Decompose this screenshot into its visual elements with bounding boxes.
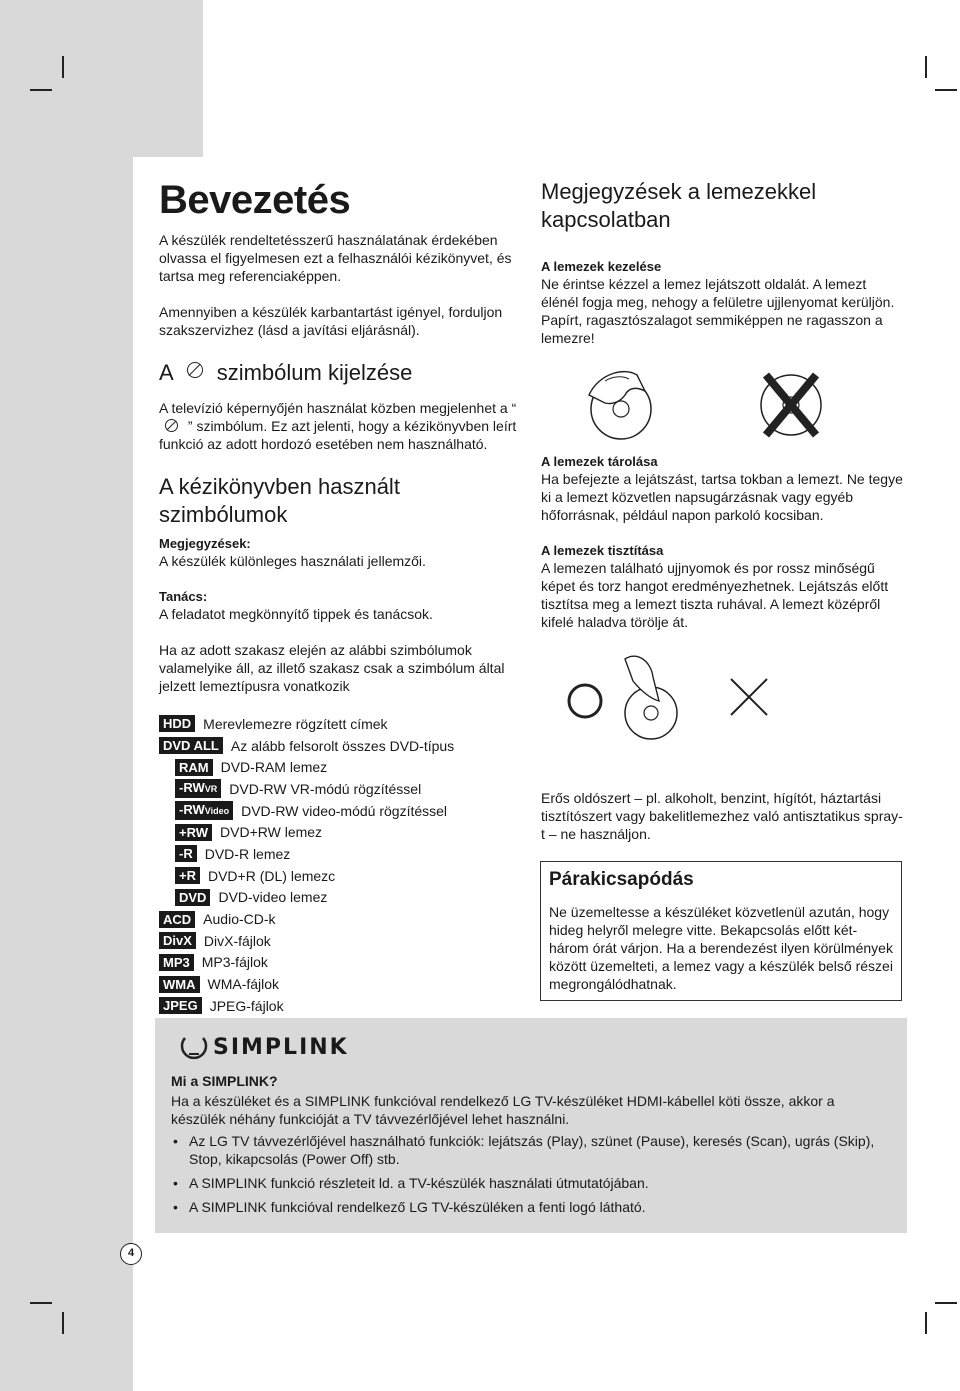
storage-label: A lemezek tárolása: [541, 454, 658, 469]
simplink-bullets: [171, 1132, 891, 1216]
disc-type-badge: MP3: [159, 954, 194, 971]
cleaning-text: A lemezen található ujjnyomok és por rossz minőségű képet és torz hangot eredményezhetnek. Lejátszás előtt tisztítsa meg a lemezt tiszta ruhával. A lemezt középről kifelé haladva törölje át.: [541, 560, 889, 630]
simplink-logo: [179, 1032, 349, 1062]
disc-type-description: DVD-R lemez: [204, 845, 291, 862]
correct-grip-icon: [589, 372, 651, 439]
disc-type-badge: JPEG: [159, 997, 202, 1014]
disc-type-description: DivX-fájlok: [203, 932, 271, 949]
symbols-heading: A kézikönyvben használt szimbólumok: [159, 474, 400, 527]
disc-type-description: DVD+R (DL) lemezc: [207, 867, 336, 884]
crop-mark: [30, 89, 52, 91]
disc-type-badge: DVD: [175, 889, 210, 906]
disc-cleaning-illustration: [541, 651, 801, 771]
service-paragraph: Amennyiben a készülék karbantartást igényel, forduljon szakszervizhez (lásd a javítási eljárásnál).: [159, 304, 503, 338]
condensation-title: Párakicsapódás: [549, 869, 694, 890]
disc-type-badge: +RW: [175, 824, 212, 841]
disc-symbol-row: [159, 973, 529, 995]
simplink-panel: [155, 1018, 907, 1233]
disc-symbol-row: [159, 995, 529, 1017]
simplink-question: Mi a SIMPLINK?: [171, 1073, 278, 1089]
disc-type-badge: WMA: [159, 976, 200, 993]
disc-symbol-row: [159, 778, 529, 800]
list-item: • A SIMPLINK funkció részleteit ld. a TV-készülék használati útmutatójában.: [189, 1174, 891, 1192]
disc-symbol-row: [159, 735, 529, 757]
disc-notes-heading: Megjegyzések a lemezekkel kapcsolatban: [541, 179, 817, 232]
disc-type-description: DVD+RW lemez: [220, 824, 323, 841]
simplink-logo-text: SIMPLINK: [213, 1034, 349, 1060]
simplink-content: [171, 1073, 891, 1222]
list-item: • A SIMPLINK funkcióval rendelkező LG TV-készüléken a fenti logó látható.: [189, 1198, 891, 1216]
tip-label: Tanács:: [159, 589, 208, 604]
crop-mark: [62, 1312, 64, 1334]
symbol-heading: [159, 359, 529, 387]
disc-symbol-row: [159, 713, 529, 735]
condensation-text: Ne üzemeltesse a készüléket közvetlenül azután, hogy hideg helyről melegre vitte. Bekapcsolás előtt két-három órát várjon. Ha a berendezést ilyen körülmények között üzemelteti, a lemez vagy a készülék belső részei megrongálódhatnak.: [549, 904, 893, 992]
handling-label: A lemezek kezelése: [541, 259, 662, 274]
symbol-paragraph: [159, 399, 529, 453]
disc-symbol-list: [159, 713, 529, 1017]
disc-type-description: Merevlemezre rögzített címek: [203, 715, 388, 732]
disc-type-description: DVD-RW VR-módú rögzítéssel: [229, 780, 422, 797]
cleaning-label: A lemezek tisztítása: [541, 543, 664, 558]
disc-type-badge: RAM: [175, 759, 213, 776]
storage-text: Ha befejezte a lejátszást, tartsa tokban a lemezt. Ne tegye ki a lemezt közvetlen napsugárzásnak vagy egyéb hőforrásnak, például napon parkoló kocsiban.: [541, 471, 903, 523]
disc-type-description: DVD-RAM lemez: [220, 759, 328, 776]
disc-type-description: Audio-CD-k: [203, 911, 276, 928]
disc-type-badge: -RWVideo: [175, 801, 233, 820]
symbol-heading-post: szimbólum kijelzése: [216, 360, 413, 385]
crop-mark: [925, 56, 927, 78]
disc-type-badge: DivX: [159, 932, 196, 949]
handling-text: Ne érintse kézzel a lemez lejátszott oldalát. A lemezt élénél fogja meg, nehogy a felületre ujjlenyomat kerüljön. Papírt, ragasztószalagot semmiképpen ne ragasszon a lemezre!: [541, 276, 895, 346]
tip-text: A feladatot megkönnyítő tippek és tanácsok.: [159, 606, 433, 622]
crop-mark: [925, 1312, 927, 1334]
crop-mark: [30, 1302, 52, 1304]
solvent-warning: Erős oldószert – pl. alkoholt, benzint, hígítót, háztartási tisztítószert vagy bakelitlemezhez való antisztatikus spray-t – ne használjon.: [541, 790, 903, 842]
disc-symbol-row: [159, 756, 529, 778]
wrong-cleaning-icon: [731, 679, 801, 747]
notes-text: A készülék különleges használati jellemzői.: [159, 553, 426, 569]
page-number: 4: [120, 1243, 142, 1265]
gray-side-band: [0, 0, 133, 1391]
page-title: Bevezetés: [159, 178, 351, 222]
left-column: [159, 178, 529, 1017]
disc-symbol-row: [159, 908, 529, 930]
disc-symbol-row: [159, 821, 529, 843]
simplink-text: Ha a készüléket és a SIMPLINK funkcióval rendelkező LG TV-készüléket HDMI-kábellel köti össze, akkor a készülék néhány funkcióját a TV távvezérlőjével lehet használni.: [171, 1093, 835, 1127]
disc-type-description: MP3-fájlok: [201, 954, 268, 971]
symbol-text-b: ” szimbólum. Ez azt jelenti, hogy a kézikönyvben leírt funkció az adott hordozó esetében nem használható.: [159, 418, 517, 452]
disc-symbol-row: [159, 952, 529, 974]
disc-type-badge: -RWVR: [175, 779, 221, 798]
crop-mark: [935, 89, 957, 91]
intro-paragraph: A készülék rendeltetésszerű használatának érdekében olvassa el figyelmesen ezt a felhasználói kézikönyvet, és tartsa meg referenciaképpen.: [159, 232, 512, 284]
disc-type-badge: -R: [175, 845, 197, 862]
disc-symbol-row: [159, 865, 529, 887]
disc-type-description: DVD-video lemez: [218, 889, 328, 906]
disc-type-description: JPEG-fájlok: [209, 997, 284, 1014]
disc-handling-illustration: [541, 365, 841, 445]
correct-cleaning-icon: [569, 656, 677, 739]
condensation-box: [540, 861, 902, 1001]
list-item: • Az LG TV távvezérlőjével használható funkciók: lejátszás (Play), szünet (Pause), keresés (Scan), ugrás (Skip), Stop, kikapcsolás (Power Off) stb.: [189, 1132, 891, 1168]
simplink-logo-icon: [179, 1032, 209, 1062]
right-column: [541, 178, 906, 843]
wrong-grip-icon: [761, 375, 821, 435]
disc-symbol-row: [159, 843, 529, 865]
disc-type-badge: ACD: [159, 911, 195, 928]
symbol-text-a: A televízió képernyőjén használat közben megjelenhet a “: [159, 400, 517, 416]
disc-symbol-row: [159, 930, 529, 952]
crop-mark: [935, 1302, 957, 1304]
disc-type-badge: +R: [175, 867, 200, 884]
symbol-heading-pre: A: [159, 360, 173, 385]
symbols-paragraph: Ha az adott szakasz elején az alábbi szimbólumok valamelyike áll, az illető szakasz csak a szimbólum által jelzett lemeztípusra vonatkozik: [159, 642, 505, 694]
disc-type-description: WMA-fájlok: [207, 976, 280, 993]
disc-symbol-row: [159, 800, 529, 822]
disc-symbol-row: [159, 887, 529, 909]
prohibited-icon: [165, 419, 178, 432]
disc-type-description: Az alább felsorolt összes DVD-típus: [230, 737, 455, 754]
crop-mark: [62, 56, 64, 78]
disc-type-description: DVD-RW video-módú rögzítéssel: [241, 802, 448, 819]
notes-label: Megjegyzések:: [159, 536, 251, 551]
disc-type-badge: HDD: [159, 715, 195, 732]
prohibited-icon: [187, 362, 203, 378]
disc-type-badge: DVD ALL: [159, 737, 223, 754]
